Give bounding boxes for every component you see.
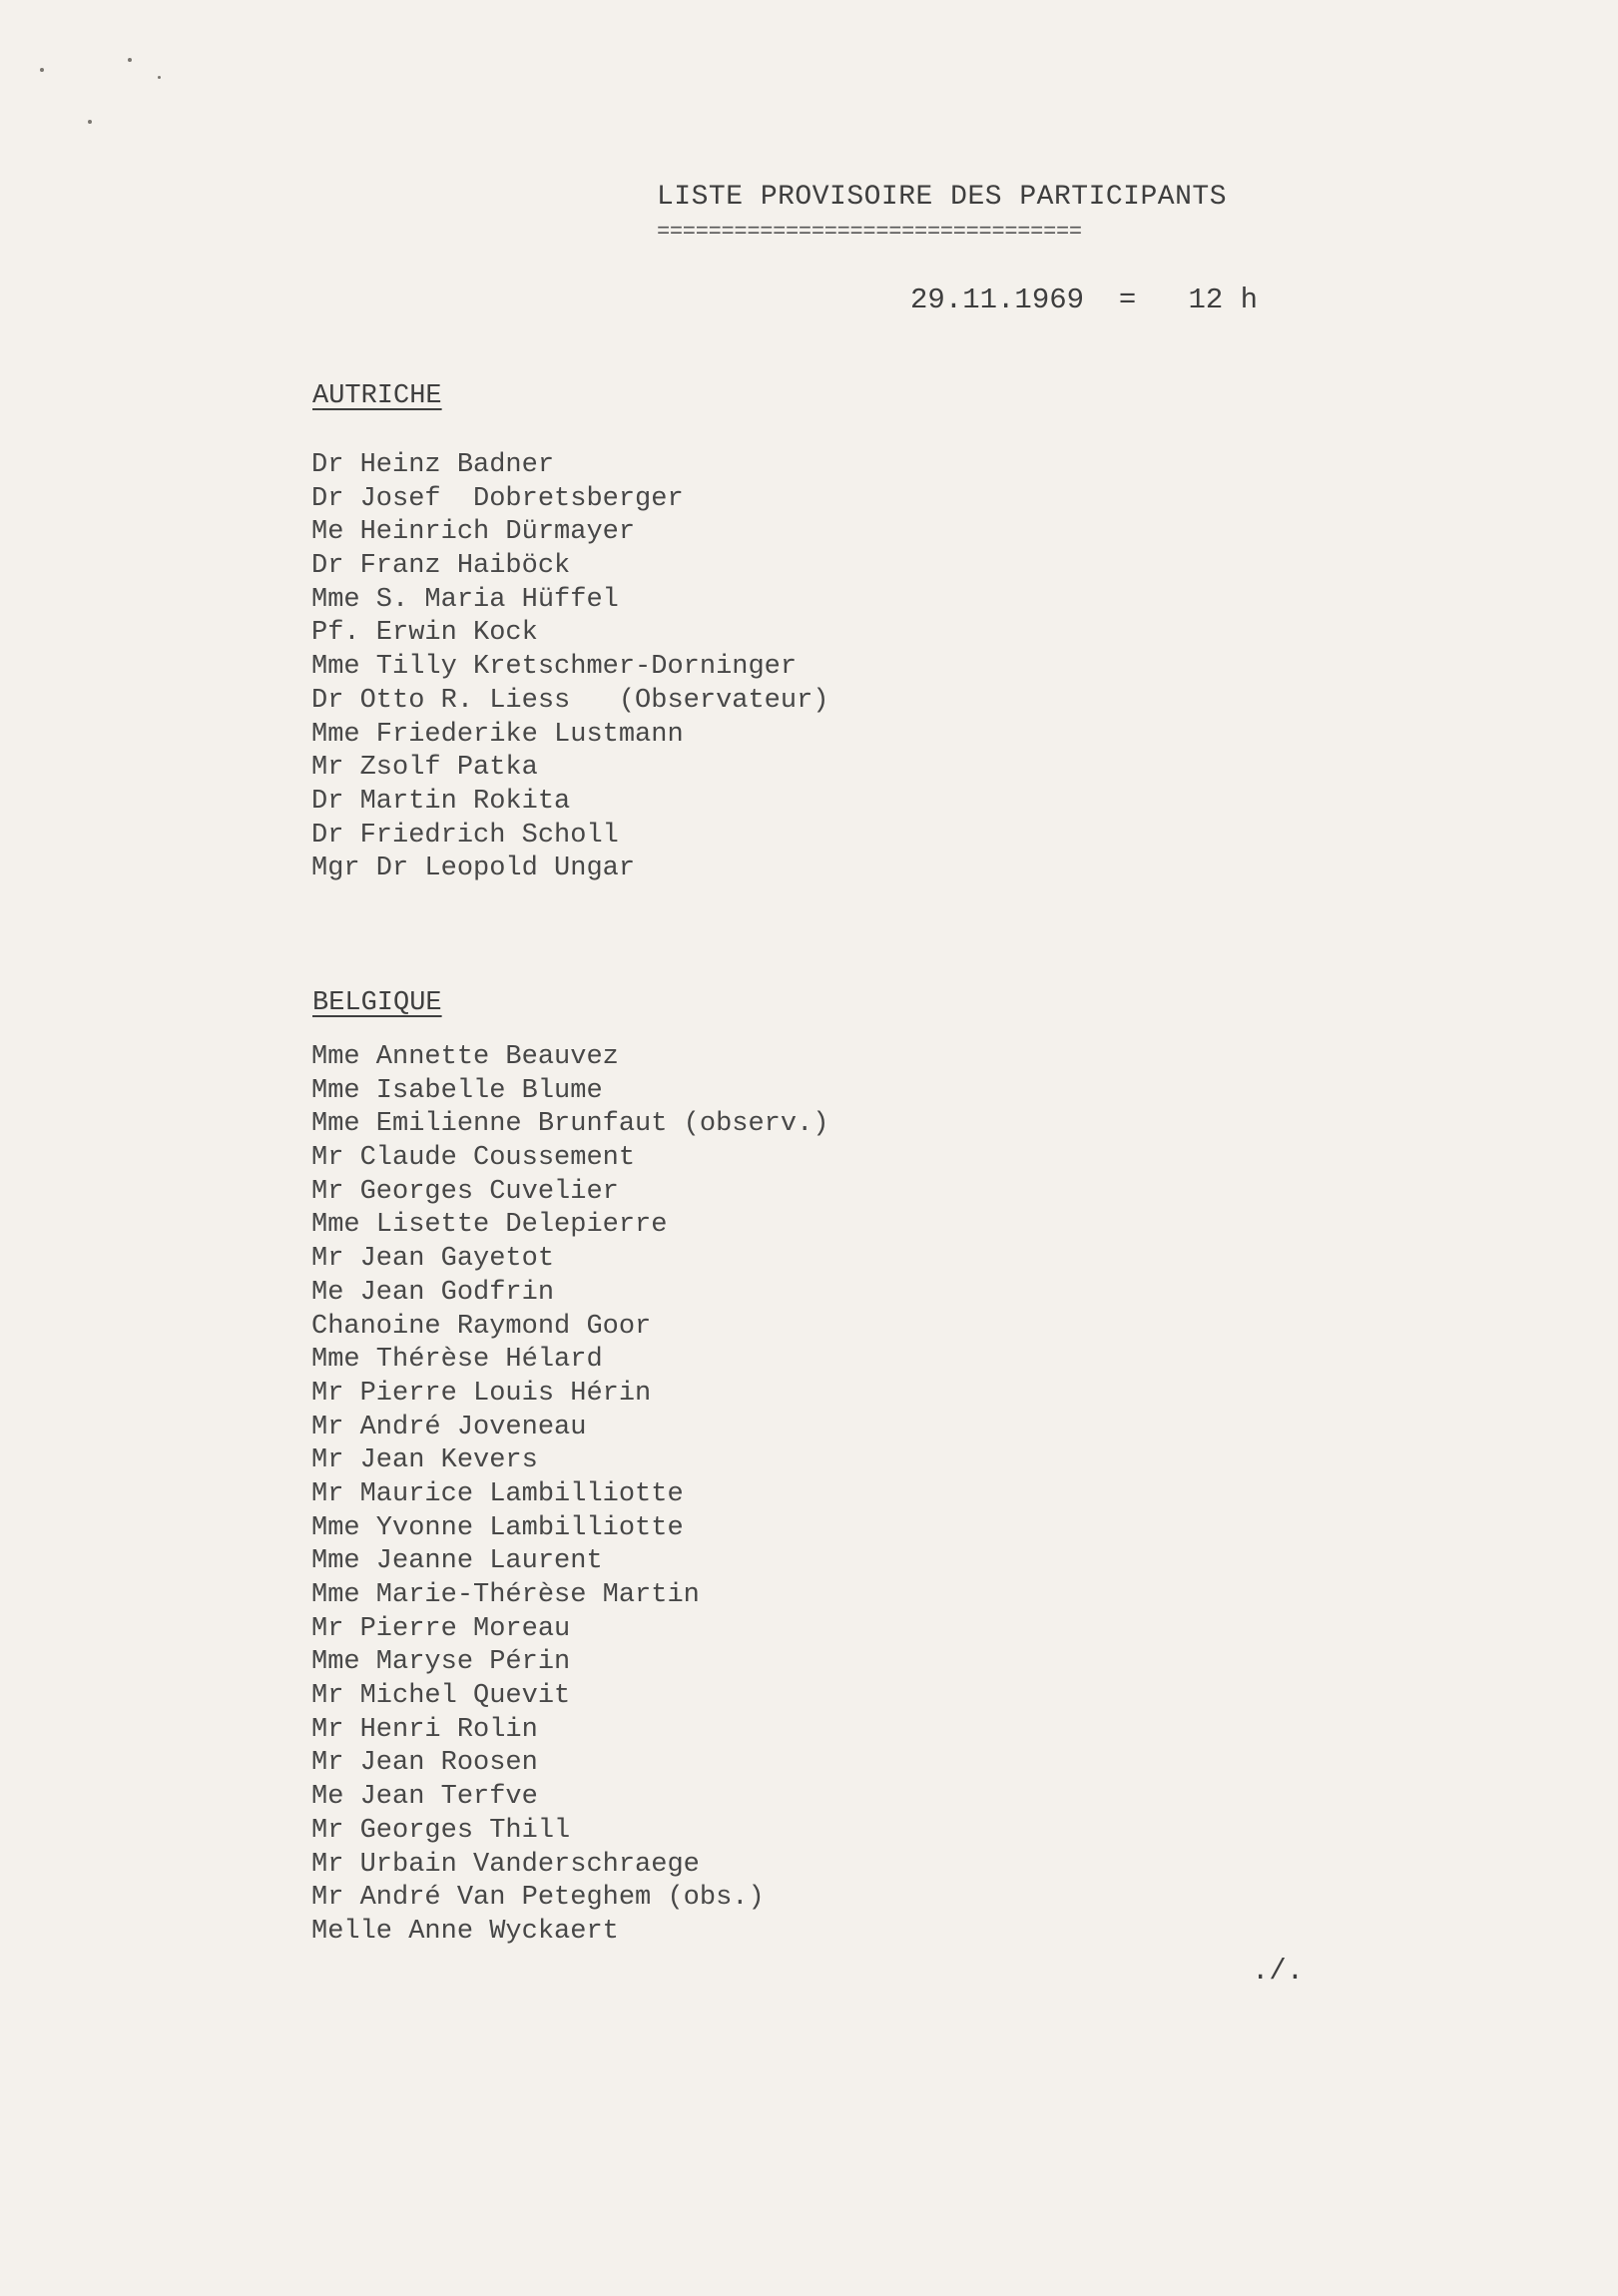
section-heading-belgique: BELGIQUE <box>312 988 442 1018</box>
participant-name: Mr André Joveneau <box>311 1412 587 1442</box>
participant-name: Mr Georges Cuvelier <box>311 1176 619 1207</box>
participant-name: Mgr Dr Leopold Ungar <box>311 854 636 884</box>
participant-name: Mr Urbain Vanderschraege <box>311 1849 700 1880</box>
participant-name: Mme Friederike Lustmann <box>311 719 684 750</box>
participant-name: Dr Heinz Badner <box>311 450 555 480</box>
continuation-mark: ./. <box>1252 1955 1305 1988</box>
participant-name: Mme Emilienne Brunfaut (observ.) <box>311 1109 829 1140</box>
participant-name: Mr Jean Gayetot <box>311 1244 555 1275</box>
participant-name: Mme Yvonne Lambilliotte <box>311 1512 684 1543</box>
participant-name: Me Jean Terfve <box>311 1782 538 1813</box>
section-heading-autriche: AUTRICHE <box>312 381 442 411</box>
participant-name: Melle Anne Wyckaert <box>311 1916 619 1947</box>
participant-name: Mr Claude Coussement <box>311 1143 636 1174</box>
participant-name: Dr Otto R. Liess (Observateur) <box>311 685 829 716</box>
date-time-line <box>910 284 1258 316</box>
participant-name: Chanoine Raymond Goor <box>311 1311 652 1342</box>
participant-name: Mr Pierre Louis Hérin <box>311 1378 652 1409</box>
participant-name: Pf. Erwin Kock <box>311 618 538 649</box>
document-time: 12 h <box>1188 284 1259 316</box>
participant-name: Dr Friedrich Scholl <box>311 820 619 851</box>
participant-name: Me Heinrich Dürmayer <box>311 517 636 548</box>
participant-name: Mme Lisette Delepierre <box>311 1210 668 1241</box>
participant-name: Mr Maurice Lambilliotte <box>311 1478 684 1509</box>
participant-name: Mme Jeanne Laurent <box>311 1546 603 1577</box>
participant-name: Mme Maryse Périn <box>311 1647 571 1678</box>
participant-name: Mme S. Maria Hüffel <box>311 584 619 615</box>
document-date: 29.11.1969 <box>910 284 1085 316</box>
participant-name: Dr Josef Dobretsberger <box>311 483 684 514</box>
paper-speck <box>158 76 161 79</box>
date-time-separator: = <box>1118 284 1137 316</box>
participant-name: Mr Georges Thill <box>311 1815 571 1846</box>
participant-name: Mr Jean Roosen <box>311 1748 538 1779</box>
participant-name: Mme Annette Beauvez <box>311 1042 619 1072</box>
participant-list-belgique <box>311 1041 828 1950</box>
participant-name: Mme Marie-Thérèse Martin <box>311 1580 700 1610</box>
participant-name: Mme Tilly Kretschmer-Dorninger <box>311 652 798 683</box>
participant-name: Dr Martin Rokita <box>311 786 571 817</box>
paper-speck <box>128 58 132 62</box>
participant-name: Mr Michel Quevit <box>311 1681 571 1712</box>
document-title: LISTE PROVISOIRE DES PARTICIPANTS <box>657 182 1227 213</box>
participant-name: Mr Jean Kevers <box>311 1445 538 1476</box>
participant-name: Mme Isabelle Blume <box>311 1075 603 1106</box>
participant-name: Mr Zsolf Patka <box>311 753 538 784</box>
paper-speck <box>88 120 92 124</box>
participant-name: Mme Thérèse Hélard <box>311 1345 603 1376</box>
title-underline-rule: ================================= <box>657 220 1082 245</box>
participant-name: Mr Pierre Moreau <box>311 1613 571 1644</box>
participant-name: Dr Franz Haiböck <box>311 551 571 582</box>
participant-name: Mr André Van Peteghem (obs.) <box>311 1883 765 1914</box>
participant-name: Mr Henri Rolin <box>311 1714 538 1745</box>
paper-speck <box>40 68 44 72</box>
participant-list-autriche <box>311 449 828 886</box>
participant-name: Me Jean Godfrin <box>311 1277 555 1308</box>
